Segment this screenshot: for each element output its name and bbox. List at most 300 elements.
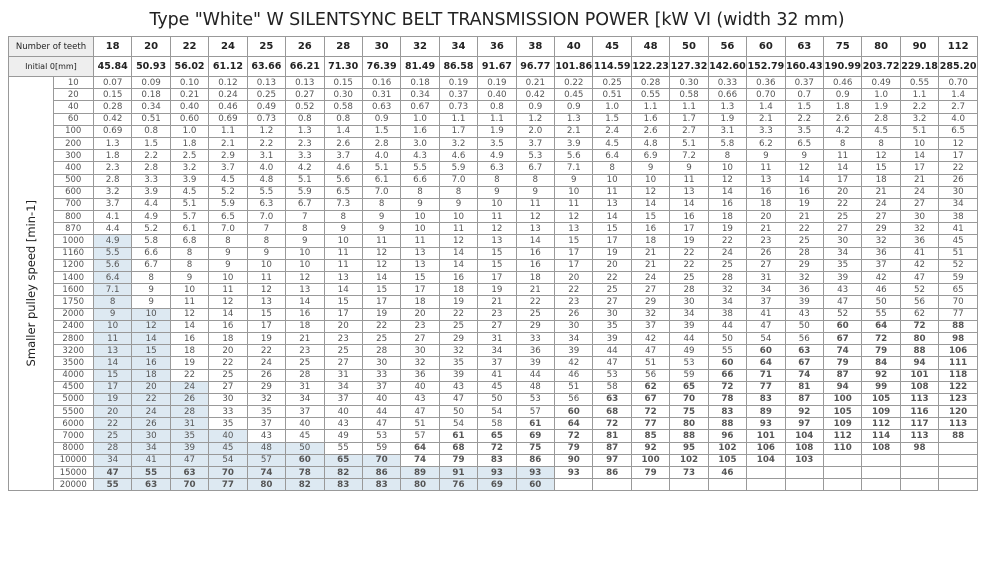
- table-cell: 9: [286, 235, 324, 247]
- table-cell: 22: [132, 393, 170, 405]
- table-cell: 14: [209, 308, 247, 320]
- table-cell: 1.1: [631, 101, 669, 113]
- table-cell: 26: [170, 393, 208, 405]
- table-cell: 24: [247, 357, 285, 369]
- table-row: [9, 272, 978, 284]
- table-cell: 13: [593, 198, 631, 210]
- page-title: Type "White" W SILENTSYNC BELT TRANSMISSION POWER [kW VI (width 32 mm): [149, 10, 845, 30]
- table-cell: 10: [708, 162, 746, 174]
- table-cell: 86: [516, 454, 554, 466]
- table-cell: 4.4: [93, 223, 131, 235]
- table-cell: 64: [401, 442, 439, 454]
- initial-diameter-value: 45.84: [93, 57, 131, 77]
- table-cell: 31: [324, 369, 362, 381]
- table-cell: 45: [478, 381, 516, 393]
- table-cell: 0.37: [785, 77, 823, 89]
- table-cell: 101: [747, 430, 785, 442]
- table-cell: 0.25: [593, 77, 631, 89]
- table-cell: 10: [209, 272, 247, 284]
- table-cell: 1.4: [747, 101, 785, 113]
- teeth-value: 20: [132, 37, 170, 57]
- table-cell: 58: [593, 381, 631, 393]
- table-cell: 28: [785, 247, 823, 259]
- initial-diameter-value: 76.39: [362, 57, 400, 77]
- teeth-value: 24: [209, 37, 247, 57]
- table-cell: 109: [823, 418, 861, 430]
- table-cell: 6.1: [170, 223, 208, 235]
- table-cell: 96: [708, 430, 746, 442]
- empty-cell: [670, 479, 708, 491]
- table-cell: 51: [939, 247, 978, 259]
- table-cell: 11: [670, 174, 708, 186]
- table-cell: 2.2: [900, 101, 938, 113]
- table-cell: 98: [939, 332, 978, 344]
- table-cell: 30: [401, 345, 439, 357]
- table-cell: 72: [862, 332, 900, 344]
- speed-value: 300: [53, 150, 93, 162]
- table-cell: 52: [823, 308, 861, 320]
- table-cell: 6.3: [478, 162, 516, 174]
- table-cell: 0.27: [286, 89, 324, 101]
- table-cell: 45: [286, 430, 324, 442]
- table-cell: 4.0: [939, 113, 978, 125]
- teeth-value: 25: [247, 37, 285, 57]
- table-cell: 22: [439, 308, 477, 320]
- table-cell: 4.2: [286, 162, 324, 174]
- table-cell: 19: [362, 308, 400, 320]
- table-row: [9, 137, 978, 149]
- table-cell: 40: [209, 430, 247, 442]
- table-cell: 25: [516, 308, 554, 320]
- initial-diameter-value: 127.32: [670, 57, 708, 77]
- table-cell: 60: [555, 406, 593, 418]
- table-cell: 67: [631, 393, 669, 405]
- table-cell: 37: [747, 296, 785, 308]
- table-cell: 2.1: [747, 113, 785, 125]
- empty-cell: [708, 479, 746, 491]
- table-cell: 6.2: [747, 137, 785, 149]
- table-cell: 43: [247, 430, 285, 442]
- table-cell: 1.3: [286, 125, 324, 137]
- table-cell: 7.2: [670, 150, 708, 162]
- table-cell: 36: [785, 284, 823, 296]
- table-cell: 4.5: [593, 137, 631, 149]
- table-cell: 39: [170, 442, 208, 454]
- table-cell: 8: [401, 186, 439, 198]
- table-cell: 17: [823, 174, 861, 186]
- empty-cell: [555, 479, 593, 491]
- table-cell: 5.6: [324, 174, 362, 186]
- table-cell: 20: [93, 406, 131, 418]
- table-cell: 5.9: [439, 162, 477, 174]
- initial-diameter-value: 50.93: [132, 57, 170, 77]
- table-cell: 16: [631, 223, 669, 235]
- table-cell: 15: [247, 308, 285, 320]
- table-cell: 8: [516, 174, 554, 186]
- table-cell: 111: [939, 357, 978, 369]
- table-cell: 80: [247, 479, 285, 491]
- table-cell: 25: [439, 320, 477, 332]
- table-cell: 0.52: [286, 101, 324, 113]
- speed-value: 3200: [53, 345, 93, 357]
- table-cell: 30: [939, 186, 978, 198]
- table-cell: 105: [708, 454, 746, 466]
- table-cell: 82: [286, 479, 324, 491]
- table-cell: 3.7: [93, 198, 131, 210]
- table-row: [9, 381, 978, 393]
- speed-value: 5500: [53, 406, 93, 418]
- table-cell: 1.1: [209, 125, 247, 137]
- table-cell: 7.0: [209, 223, 247, 235]
- table-cell: 25: [785, 235, 823, 247]
- table-cell: 3.3: [747, 125, 785, 137]
- table-cell: 37: [862, 259, 900, 271]
- table-cell: 5.8: [132, 235, 170, 247]
- initial-diameter-value: 61.12: [209, 57, 247, 77]
- table-cell: 12: [631, 186, 669, 198]
- table-cell: 9: [478, 186, 516, 198]
- table-cell: 12: [862, 150, 900, 162]
- table-cell: 1.1: [670, 101, 708, 113]
- table-cell: 29: [631, 296, 669, 308]
- initial-diameter-value: 203.72: [862, 57, 900, 77]
- teeth-value: 26: [286, 37, 324, 57]
- empty-cell: [785, 467, 823, 479]
- table-cell: 20: [555, 272, 593, 284]
- table-cell: 27: [478, 320, 516, 332]
- empty-cell: [823, 454, 861, 466]
- table-cell: 12: [478, 223, 516, 235]
- table-cell: 6.5: [209, 211, 247, 223]
- table-cell: 15: [593, 223, 631, 235]
- table-cell: 55: [862, 308, 900, 320]
- table-cell: 11: [516, 198, 554, 210]
- table-row: [9, 332, 978, 344]
- table-cell: 0.24: [209, 89, 247, 101]
- table-cell: 17: [362, 296, 400, 308]
- table-cell: 0.42: [93, 113, 131, 125]
- table-cell: 44: [670, 332, 708, 344]
- table-cell: 5.2: [209, 186, 247, 198]
- table-cell: 6.6: [401, 174, 439, 186]
- table-cell: 26: [939, 174, 978, 186]
- table-cell: 50: [286, 442, 324, 454]
- table-cell: 36: [900, 235, 938, 247]
- table-cell: 5.1: [286, 174, 324, 186]
- table-cell: 3.2: [170, 162, 208, 174]
- table-cell: 9: [747, 150, 785, 162]
- table-cell: 31: [478, 332, 516, 344]
- table-cell: 54: [747, 332, 785, 344]
- table-cell: 1.9: [708, 113, 746, 125]
- table-cell: 83: [747, 393, 785, 405]
- table-cell: 10: [555, 186, 593, 198]
- table-row: [9, 442, 978, 454]
- table-cell: 18: [209, 332, 247, 344]
- table-cell: 113: [900, 393, 938, 405]
- table-cell: 21: [631, 259, 669, 271]
- table-cell: 21: [785, 211, 823, 223]
- table-cell: 10: [439, 211, 477, 223]
- table-cell: 87: [593, 442, 631, 454]
- table-cell: 9: [631, 162, 669, 174]
- table-cell: 25: [324, 345, 362, 357]
- table-cell: 17: [900, 162, 938, 174]
- table-row: [9, 406, 978, 418]
- table-row: [9, 454, 978, 466]
- table-cell: 95: [670, 442, 708, 454]
- table-cell: 0.70: [747, 89, 785, 101]
- table-row: [9, 235, 978, 247]
- table-cell: 2.6: [823, 113, 861, 125]
- table-cell: 38: [939, 211, 978, 223]
- table-cell: 34: [93, 454, 131, 466]
- table-cell: 53: [516, 393, 554, 405]
- table-cell: 63: [132, 479, 170, 491]
- table-cell: 19: [593, 247, 631, 259]
- table-cell: 1.1: [478, 113, 516, 125]
- table-cell: 39: [516, 357, 554, 369]
- table-cell: 23: [555, 296, 593, 308]
- table-cell: 18: [286, 320, 324, 332]
- empty-cell: [747, 467, 785, 479]
- table-cell: 5.7: [170, 211, 208, 223]
- table-cell: 35: [823, 259, 861, 271]
- table-cell: 5.9: [286, 186, 324, 198]
- table-cell: 3.7: [209, 162, 247, 174]
- table-cell: 64: [862, 320, 900, 332]
- table-cell: 74: [401, 454, 439, 466]
- table-cell: 2.8: [132, 162, 170, 174]
- table-cell: 29: [247, 381, 285, 393]
- table-cell: 69: [516, 430, 554, 442]
- teeth-value: 60: [747, 37, 785, 57]
- table-cell: 30: [132, 430, 170, 442]
- table-cell: 84: [862, 357, 900, 369]
- table-row: [9, 113, 978, 125]
- table-cell: 2.2: [785, 113, 823, 125]
- table-cell: 68: [439, 442, 477, 454]
- table-cell: 8: [439, 186, 477, 198]
- table-cell: 10: [401, 223, 439, 235]
- table-cell: 11: [478, 211, 516, 223]
- table-cell: 13: [401, 247, 439, 259]
- table-cell: 59: [939, 272, 978, 284]
- table-cell: 93: [747, 418, 785, 430]
- table-cell: 54: [478, 406, 516, 418]
- table-cell: 8: [823, 137, 861, 149]
- table-cell: 47: [170, 454, 208, 466]
- chart-container: [8, 6, 986, 491]
- table-cell: 66: [708, 369, 746, 381]
- table-cell: 6.5: [939, 125, 978, 137]
- table-cell: 14: [900, 150, 938, 162]
- table-cell: 79: [439, 454, 477, 466]
- table-cell: 12: [362, 247, 400, 259]
- table-cell: 33: [362, 369, 400, 381]
- table-cell: 4.3: [401, 150, 439, 162]
- table-row: [9, 369, 978, 381]
- table-cell: 0.46: [209, 101, 247, 113]
- table-cell: 34: [670, 308, 708, 320]
- table-cell: 41: [900, 247, 938, 259]
- table-cell: 36: [401, 369, 439, 381]
- table-cell: 47: [93, 467, 131, 479]
- table-cell: 42: [862, 272, 900, 284]
- table-cell: 1.7: [670, 113, 708, 125]
- table-cell: 33: [516, 332, 554, 344]
- table-cell: 39: [439, 369, 477, 381]
- table-cell: 45: [209, 442, 247, 454]
- table-cell: 22: [209, 357, 247, 369]
- table-cell: 10: [401, 211, 439, 223]
- table-cell: 35: [209, 418, 247, 430]
- table-cell: 1.1: [900, 89, 938, 101]
- table-cell: 2.6: [324, 137, 362, 149]
- table-cell: 27: [324, 357, 362, 369]
- table-cell: 0.8: [132, 125, 170, 137]
- table-cell: 18: [862, 174, 900, 186]
- speed-value: 20000: [53, 479, 93, 491]
- empty-cell: [862, 479, 900, 491]
- table-cell: 7.3: [324, 198, 362, 210]
- table-cell: 57: [247, 454, 285, 466]
- table-cell: 13: [555, 223, 593, 235]
- table-cell: 41: [939, 223, 978, 235]
- table-cell: 1.4: [324, 125, 362, 137]
- table-cell: 60: [747, 345, 785, 357]
- teeth-value: 30: [362, 37, 400, 57]
- table-cell: 43: [401, 393, 439, 405]
- table-row: [9, 393, 978, 405]
- table-cell: 44: [516, 369, 554, 381]
- table-cell: 35: [593, 320, 631, 332]
- table-cell: 39: [593, 332, 631, 344]
- table-cell: 3.7: [516, 137, 554, 149]
- table-cell: 88: [670, 430, 708, 442]
- table-cell: 55: [708, 345, 746, 357]
- table-cell: 48: [516, 381, 554, 393]
- table-cell: 16: [516, 247, 554, 259]
- table-cell: 19: [93, 393, 131, 405]
- table-cell: 8: [170, 259, 208, 271]
- table-cell: 0.46: [823, 77, 861, 89]
- table-cell: 14: [593, 211, 631, 223]
- table-cell: 13: [670, 186, 708, 198]
- teeth-value: 48: [631, 37, 669, 57]
- table-cell: 18: [401, 296, 439, 308]
- table-cell: 13: [747, 174, 785, 186]
- initial-diameter-value: 142.60: [708, 57, 746, 77]
- table-cell: 34: [286, 393, 324, 405]
- table-cell: 12: [209, 296, 247, 308]
- table-cell: 5.1: [362, 162, 400, 174]
- table-cell: 32: [708, 284, 746, 296]
- table-cell: 52: [900, 284, 938, 296]
- teeth-value: 18: [93, 37, 131, 57]
- table-row: [9, 89, 978, 101]
- table-cell: 32: [247, 393, 285, 405]
- table-cell: 47: [631, 345, 669, 357]
- speed-value: 500: [53, 174, 93, 186]
- table-cell: 26: [247, 369, 285, 381]
- table-cell: 18: [708, 211, 746, 223]
- table-cell: 1.8: [170, 137, 208, 149]
- table-cell: 14: [631, 198, 669, 210]
- table-cell: 18: [170, 345, 208, 357]
- table-cell: 4.8: [247, 174, 285, 186]
- table-cell: 4.9: [478, 150, 516, 162]
- table-cell: 16: [286, 308, 324, 320]
- speed-value: 2400: [53, 320, 93, 332]
- table-cell: 72: [555, 430, 593, 442]
- table-cell: 38: [708, 308, 746, 320]
- table-cell: 25: [93, 430, 131, 442]
- table-cell: 60: [708, 357, 746, 369]
- table-cell: 34: [324, 381, 362, 393]
- speed-axis-label: [9, 77, 54, 491]
- table-cell: 54: [209, 454, 247, 466]
- speed-value: 5000: [53, 393, 93, 405]
- table-cell: 0.7: [785, 89, 823, 101]
- table-cell: 4.5: [170, 186, 208, 198]
- table-cell: 22: [670, 259, 708, 271]
- table-cell: 26: [132, 418, 170, 430]
- table-cell: 116: [900, 406, 938, 418]
- table-cell: 32: [401, 357, 439, 369]
- table-cell: 39: [785, 296, 823, 308]
- table-cell: 0.55: [900, 77, 938, 89]
- table-cell: 98: [900, 442, 938, 454]
- table-cell: 2.9: [209, 150, 247, 162]
- table-cell: 10: [900, 137, 938, 149]
- table-cell: 56: [555, 393, 593, 405]
- initial-diameter-value: 285.20: [939, 57, 978, 77]
- table-cell: 23: [401, 320, 439, 332]
- table-cell: 22: [593, 272, 631, 284]
- table-cell: 34: [823, 247, 861, 259]
- table-cell: 30: [593, 308, 631, 320]
- table-cell: 17: [939, 150, 978, 162]
- table-cell: 104: [747, 454, 785, 466]
- table-cell: 63: [593, 393, 631, 405]
- table-cell: 14: [93, 357, 131, 369]
- table-cell: 34: [132, 442, 170, 454]
- table-cell: 2.3: [286, 137, 324, 149]
- table-cell: 60: [823, 320, 861, 332]
- table-cell: 40: [286, 418, 324, 430]
- table-cell: 9: [401, 198, 439, 210]
- table-cell: 0.9: [362, 113, 400, 125]
- table-cell: 1.1: [439, 113, 477, 125]
- table-cell: 22: [170, 369, 208, 381]
- teeth-value: 40: [555, 37, 593, 57]
- table-row: [9, 125, 978, 137]
- table-cell: 25: [708, 259, 746, 271]
- table-cell: 0.69: [93, 125, 131, 137]
- table-cell: 1.5: [593, 113, 631, 125]
- table-cell: 6.1: [362, 174, 400, 186]
- table-cell: 2.8: [862, 113, 900, 125]
- initial-diameter-value: 66.21: [286, 57, 324, 77]
- table-cell: 0.16: [362, 77, 400, 89]
- table-cell: 50: [785, 320, 823, 332]
- table-cell: 39: [823, 272, 861, 284]
- initial-diameter-value: 152.79: [747, 57, 785, 77]
- table-cell: 17: [324, 308, 362, 320]
- table-cell: 9: [516, 186, 554, 198]
- table-cell: 74: [823, 345, 861, 357]
